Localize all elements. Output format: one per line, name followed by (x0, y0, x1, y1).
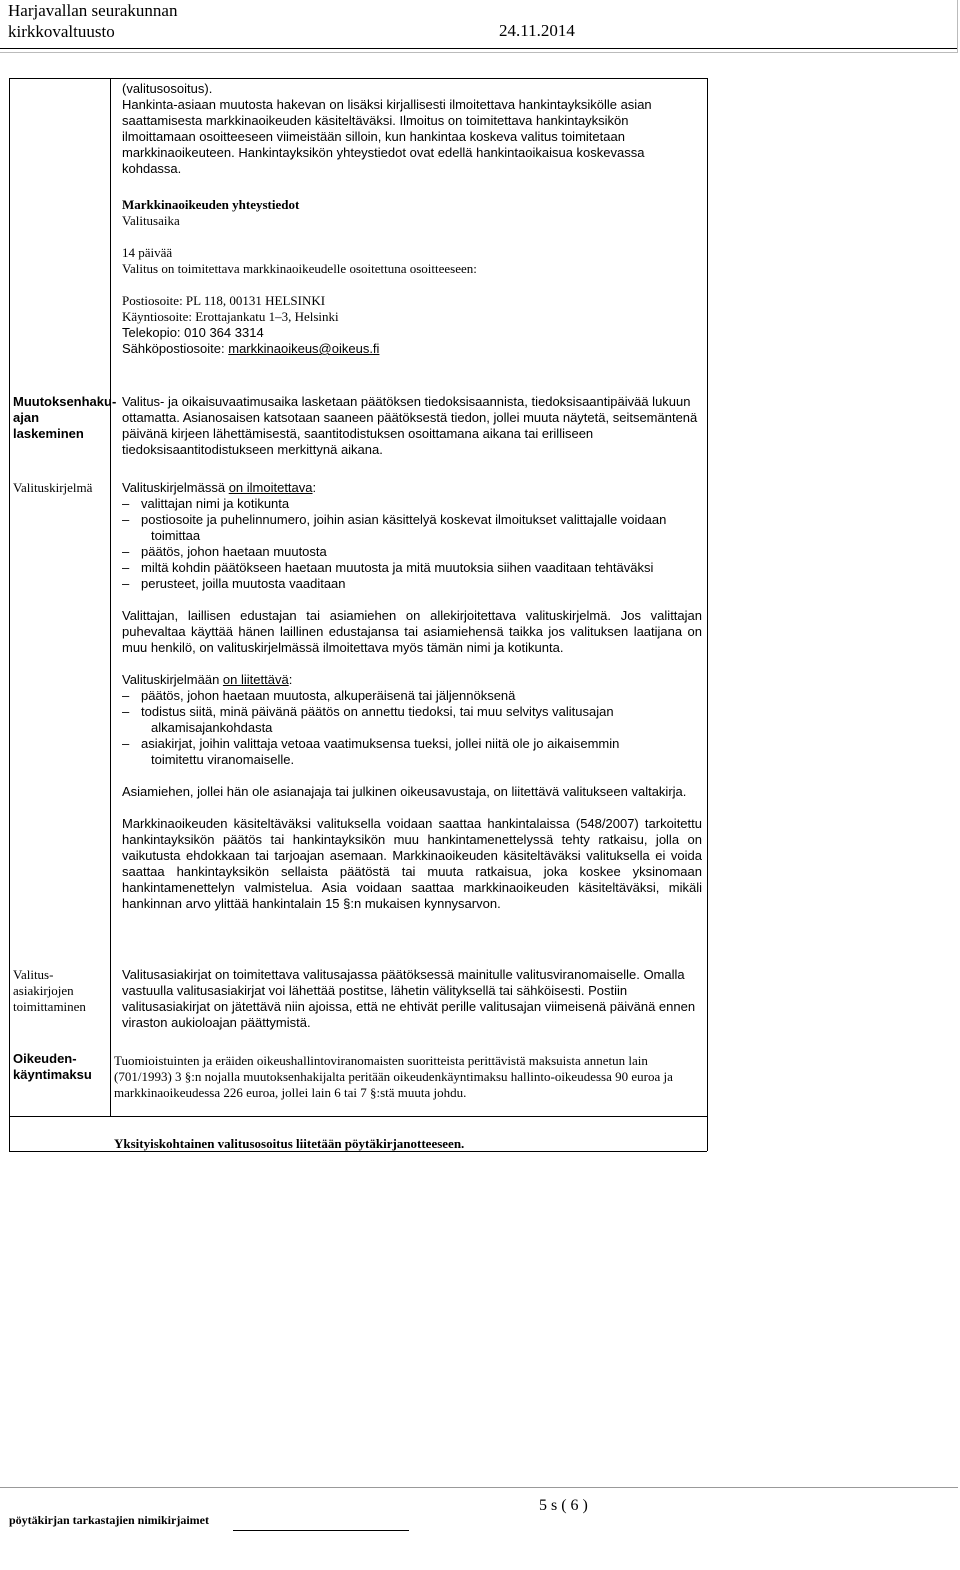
label-line: toimittaminen (13, 999, 86, 1014)
list-item-text: valittajan nimi ja kotikunta (141, 496, 290, 511)
label-line: Valitus- (13, 967, 54, 982)
label-line: Oikeuden- (13, 1051, 77, 1066)
market-court-scope: Markkinaoikeuden käsiteltäväksi valituksella voidaan saattaa hankintalaissa (548/2007) tarkoitettu hankintayksikön päätös tai hankintayksikön muu hankintamenettelyssä tehty ratkaisu, jolla on vaikutusta ehdokkaan tai tarjoajan asemaan. Markkinaoikeuden käsiteltäväksi valituksella ei voida saattaa hankintayksikön sellaista päätöstä tai muuta ratkaisua, joka koskee yksinomaan hankintamenettelyn valmistelua. Asia voidaan saattaa markkinaoikeuden käsiteltäväksi, mikäli hankinnan arvo ylittää hankintalain 15 §:n mukaisen kynnysarvon. (122, 816, 702, 911)
list-item: – postiosoite ja puhelinnumero, joihin asian käsittelyä koskevat ilmoitukset valittajalle voidaan toimittaa (122, 512, 702, 544)
email-line (122, 341, 700, 357)
organization-line-1: Harjavallan seurakunnan (8, 1, 178, 20)
attach-suffix: : (288, 672, 293, 687)
market-court-heading: Markkinaoikeuden yhteystiedot (122, 197, 300, 212)
list-item (122, 560, 702, 576)
table-border-left (9, 78, 10, 1151)
email-link[interactable]: markkinaoikeus@oikeus.fi (228, 341, 380, 356)
header-divider-secondary (0, 52, 958, 53)
table-column-divider (110, 78, 111, 1116)
table-border-top (9, 78, 707, 79)
list-item: – asiakirjat, joihin valittaja vetoaa vaatimuksensa tueksi, jollei niitä ole jo aikaisemmin toimitettu viranomaiselle. (122, 736, 702, 768)
page-edge-line (957, 0, 958, 52)
table-border-right (707, 78, 708, 1151)
attach-list (122, 688, 702, 768)
appeal-document-section (122, 480, 702, 912)
appeal-period-label: Valitusaika (122, 213, 180, 228)
must-state-list (122, 496, 702, 592)
market-court-contacts (122, 197, 700, 357)
label-line: asiakirjojen (13, 983, 74, 998)
postal-address: Postiosoite: PL 118, 00131 HELSINKI (122, 293, 326, 308)
attorney-requirement: Asiamiehen, jollei hän ole asianajaja tai julkinen oikeusavustaja, on liitettävä valitukseen valtakirja. (122, 784, 687, 799)
row-label-delivery (13, 967, 109, 1015)
row-label-court-fee (13, 1051, 109, 1083)
intro-line: (valitusosoitus). (122, 81, 213, 96)
closing-note: Yksityiskohtainen valitusosoitus liitetään pöytäkirjanotteeseen. (114, 1136, 465, 1151)
initials-line (233, 1530, 409, 1531)
page-number: 5 s ( 6 ) (539, 1497, 588, 1514)
must-state-heading (122, 480, 702, 496)
table-row-divider (9, 1116, 707, 1117)
delivery-text: Valitusasiakirjat on toimitettava valitusajassa päätöksessä mainitulle valitusviranomaiselle. Omalla vastuulla valitusasiakirjat voi lähettää postitse, lähetin välityksellä tai sähköisesti. Postiin valitusasiakirjat on jätettävä niin ajoissa, että ne ehtivät perille valitusajan viimeisenä päivänä ennen viraston aukioloajan päättymistä. (122, 967, 696, 1030)
intro-paragraph: Hankinta-asiaan muutosta hakevan on lisäksi kirjallisesti ilmoitettava hankintayksikölle asian saattamisesta markkinaoikeuden käsiteltäväksi. Ilmoitus on toimitettava hankintayksikön ilmoittamaan osoitteeseen viimeistään silloin, kun hankintaa koskeva valitus toimitetaan markkinaoikeuteen. Hankintayksikön yhteystiedot ovat edellä hankintaoikaisua koskevassa kohdassa. (122, 97, 652, 176)
row-label-appeal-document: Valituskirjelmä (13, 480, 93, 495)
header-divider (0, 48, 958, 49)
attach-prefix: Valituskirjelmään (122, 672, 223, 687)
organization-name (8, 0, 177, 42)
list-item (122, 576, 702, 592)
email-label: Sähköpostiosoite: (122, 341, 229, 356)
list-item (122, 496, 702, 512)
visiting-address: Käyntiosoite: Erottajankatu 1–3, Helsinki (122, 309, 339, 324)
list-item: – todistus siitä, minä päivänä päätös on annettu tiedoksi, tai muu selvitys valitusajan alkamisajankohdasta (122, 704, 702, 736)
list-item (122, 544, 702, 560)
footer-divider (0, 1487, 958, 1488)
appeal-period-value: 14 päivää (122, 245, 173, 260)
period-calculation-text: Valitus- ja oikaisuvaatimusaika lasketaan päätöksen tiedoksisaannista, tiedoksisaantipäivää lukuun ottamatta. Asianosaisen katsotaan saaneen päätöksestä tiedon, jollei muuta näytetä, seitsemäntenä päivänä kirjeen lähettämisestä, saantitodistuksen osoittamana aikana tai erilliseen tiedoksisaantitodistukseen merkittynä aikana. (122, 394, 698, 457)
label-line: käyntimaksu (13, 1067, 92, 1082)
delivery-instruction: Valitus on toimitettava markkinaoikeudelle osoitettuna osoitteeseen: (122, 261, 477, 276)
attach-heading (122, 672, 702, 688)
organization-line-2: kirkkovaltuusto (8, 22, 115, 41)
signature-requirement: Valittajan, laillisen edustajan tai asiamiehen on allekirjoitettava valituskirjelmä. Jos valittajan puhevaltaa käyttää hänen laillinen edustajansa tai asiamiehensä taikka jos valituksen laatijana on muu henkilö, on valituskirjelmässä ilmoitettava myös tämän nimi ja kotikunta. (122, 608, 702, 655)
court-fee-text: Tuomioistuinten ja eräiden oikeushallintoviranomaisten suoritteista perittävistä maksuista annetun lain (701/1993) 3 §:n nojalla muutoksenhakijalta peritään oikeudenkäyntimaksu hallinto-oikeudessa 90 euroa ja markkinaoikeudessa 226 euroa, jollei lain 6 tai 7 §:stä muuta johdu. (114, 1053, 673, 1100)
intro-section (122, 81, 700, 177)
must-state-suffix: : (312, 480, 317, 495)
list-item-text: miltä kohdin päätökseen haetaan muutosta ja mitä muutoksia siihen vaaditaan tehtäväksi (141, 560, 654, 575)
list-item (122, 688, 702, 704)
list-item-text: päätös, johon haetaan muutosta (141, 544, 327, 559)
attach-underlined: on liitettävä (222, 672, 289, 687)
list-item-text: päätös, johon haetaan muutosta, alkuperäisenä tai jäljennöksenä (141, 688, 516, 703)
must-state-prefix: Valituskirjelmässä (122, 480, 229, 495)
fax-number: Telekopio: 010 364 3314 (122, 325, 264, 340)
list-item-text: perusteet, joilla muutosta vaaditaan (141, 576, 346, 591)
row-label-period-calculation: Muutoksenhaku-ajan laskeminen (13, 394, 117, 441)
must-state-underlined: on ilmoitettava (228, 480, 313, 495)
document-date: 24.11.2014 (499, 21, 575, 40)
checkers-initials-label: pöytäkirjan tarkastajien nimikirjaimet (9, 1513, 209, 1527)
